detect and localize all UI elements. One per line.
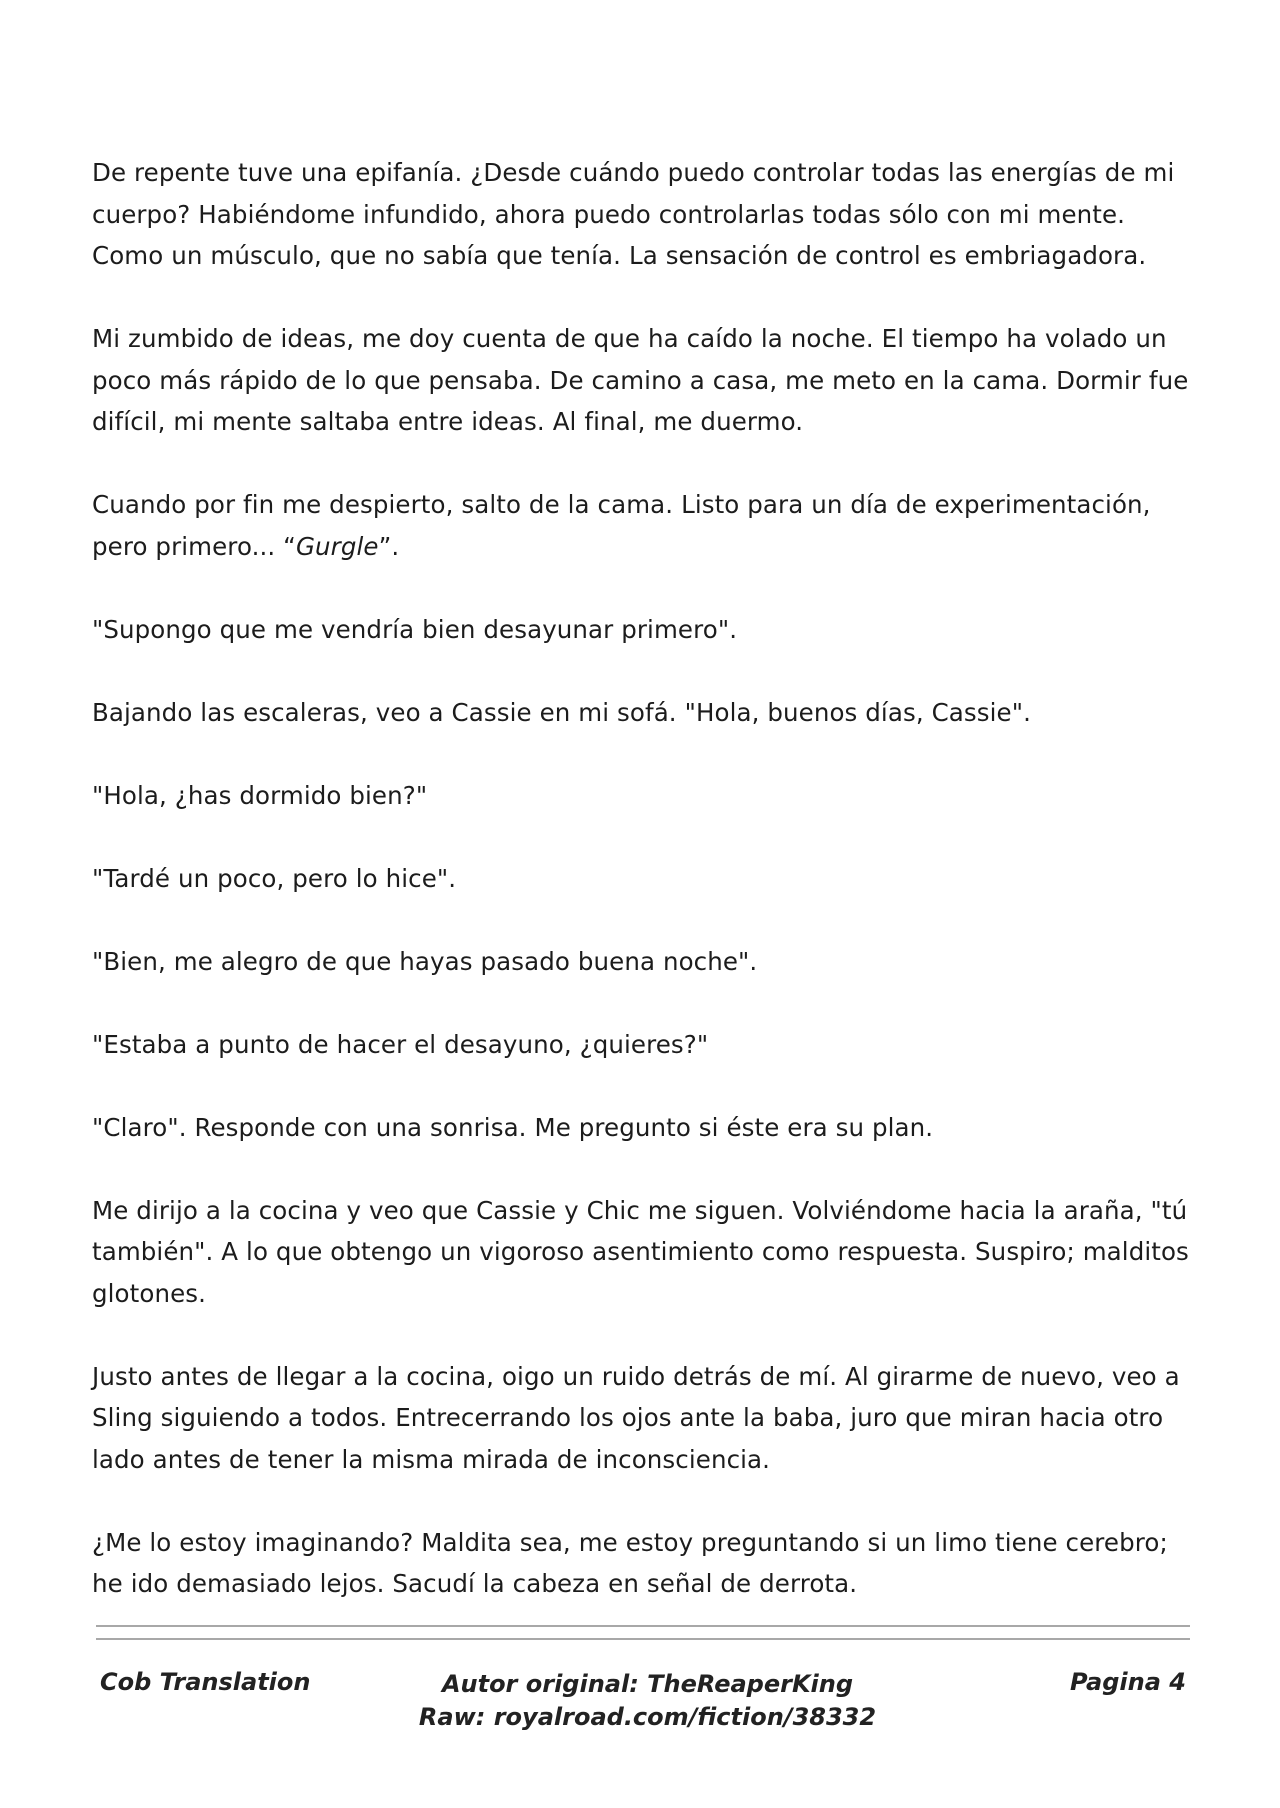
paragraph-text: ”. [378,531,400,561]
body-text [92,152,1192,1646]
paragraph: "Supongo que me vendría bien desayunar primero". [92,614,738,644]
paragraph: "Tardé un poco, pero lo hice". [92,863,457,893]
paragraph: De repente tuve una epifanía. ¿Desde cuándo puedo controlar todas las energías de mi cuerpo? Habiéndome infundido, ahora puedo controlarlas todas sólo con mi mente. Como un músculo, que no sabía que tenía. La sensación de control es embriagadora. [92,158,1175,270]
paragraph: "Hola, ¿has dormido bien?" [92,780,428,810]
paragraph: "Bien, me alegro de que hayas pasado buena noche". [92,946,758,976]
footer-translator: Cob Translation [100,1668,311,1696]
footer-raw-source: Raw: royalroad.com/fiction/38332 [418,1703,877,1731]
paragraph: "Estaba a punto de hacer el desayuno, ¿quieres?" [92,1029,709,1059]
paragraph: "Claro". Responde con una sonrisa. Me pregunto si éste era su plan. [92,1112,934,1142]
sound-effect-italic: Gurgle [295,531,379,561]
paragraph: Bajando las escaleras, veo a Cassie en mi sofá. "Hola, buenos días, Cassie". [92,697,1031,727]
paragraph: ¿Me lo estoy imaginando? Maldita sea, me estoy preguntando si un limo tiene cerebro; he ido demasiado lejos. Sacudí la cabeza en señal de derrota. [92,1527,1168,1598]
paragraph: Justo antes de llegar a la cocina, oigo un ruido detrás de mí. Al girarme de nuevo, veo a Sling siguiendo a todos. Entrecerrando los ojos ante la baba, juro que miran hacia otro lado antes de tener la misma mirada de inconsciencia. [92,1361,1180,1474]
footer-page-number: Pagina 4 [1070,1668,1186,1696]
paragraph [92,484,1192,567]
paragraph-text: Cuando por fin me despierto, salto de la cama. Listo para un día de experimentación, pero primero... “ [92,490,1151,561]
footer-original-author: Autor original: TheReaperKing [441,1670,854,1698]
footer-divider [96,1638,1190,1640]
paragraph: Mi zumbido de ideas, me doy cuenta de que ha caído la noche. El tiempo ha volado un poco más rápido de lo que pensaba. De camino a casa, me meto en la cama. Dormir fue difícil, mi mente saltaba entre ideas. Al final, me duermo. [92,324,1189,436]
footer-divider [96,1625,1190,1627]
paragraph: Me dirijo a la cocina y veo que Cassie y Chic me siguen. Volviéndome hacia la araña, "tú también". A lo que obtengo un vigoroso asentimiento como respuesta. Suspiro; malditos glotones. [92,1195,1189,1308]
